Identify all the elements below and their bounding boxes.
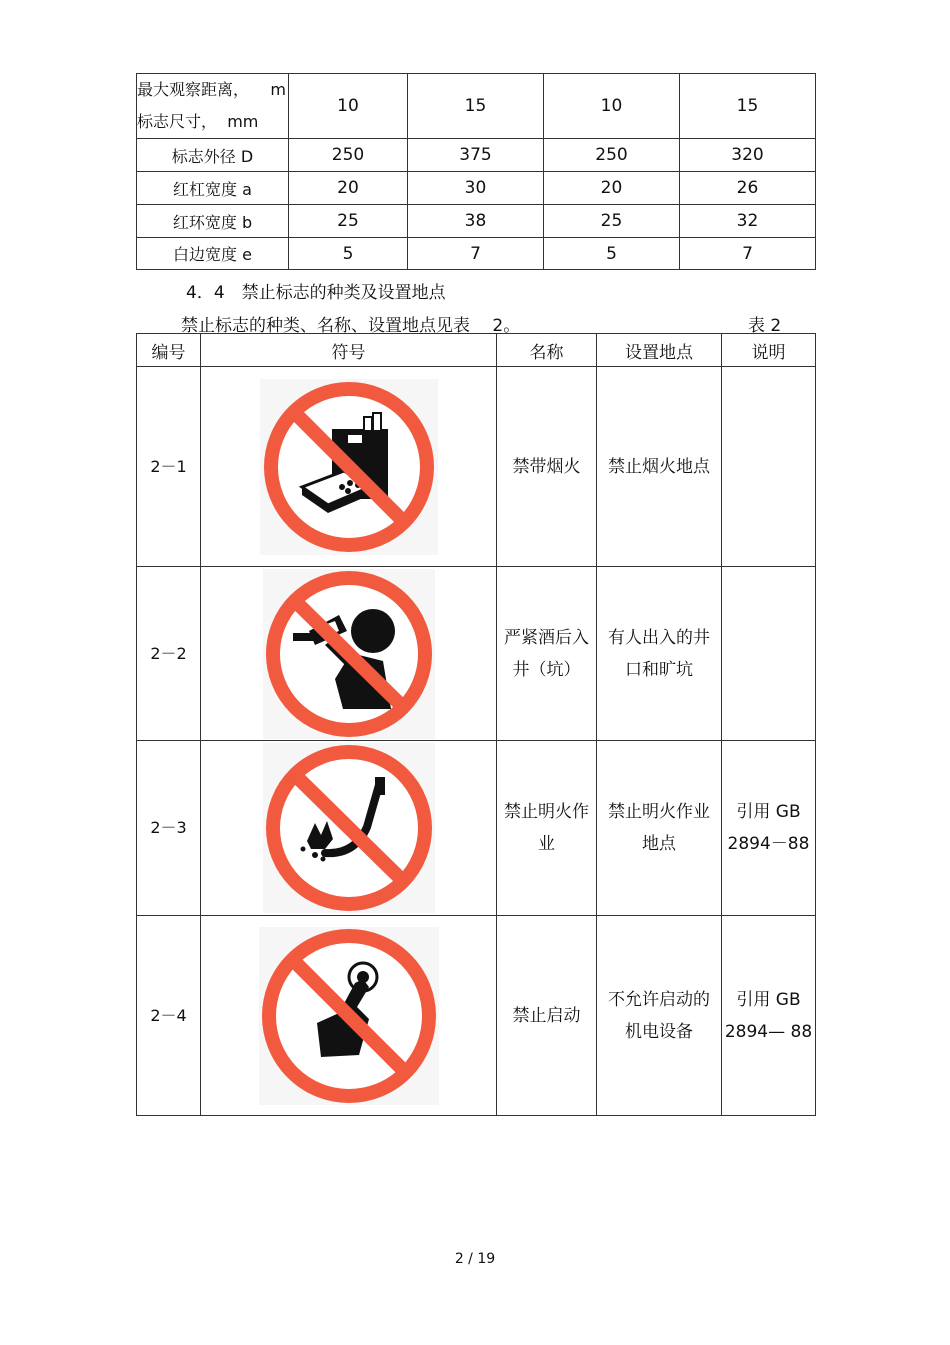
table-cell: 250 <box>289 139 408 172</box>
table-cell: 10 <box>544 74 680 139</box>
row-label: 红环宽度 b <box>137 205 289 238</box>
column-header: 设置地点 <box>597 334 722 367</box>
table-cell: 5 <box>544 238 680 270</box>
sign-dimension-table <box>136 73 816 270</box>
sign-name: 禁止明火作 业 <box>497 741 597 916</box>
table-cell: 32 <box>680 205 816 238</box>
symbol-cell <box>201 567 497 741</box>
table-cell: 20 <box>289 172 408 205</box>
sign-name: 禁止启动 <box>497 916 597 1116</box>
table-number: 表 2 <box>748 316 782 336</box>
no-drunk-entry-icon <box>263 569 435 739</box>
column-header: 符号 <box>201 334 497 367</box>
no-smoking-materials-icon <box>260 379 438 555</box>
table-cell: 26 <box>680 172 816 205</box>
sign-name: 禁带烟火 <box>497 367 597 567</box>
sign-location: 不允许启动的 机电设备 <box>597 916 722 1116</box>
table-row <box>137 139 816 172</box>
no-open-flame-icon <box>263 743 435 913</box>
sign-note <box>722 367 816 567</box>
sign-location: 有人出入的井 口和旷坑 <box>597 567 722 741</box>
table-row <box>137 172 816 205</box>
table-cell: 250 <box>544 139 680 172</box>
row-label: 标志外径 D <box>137 139 289 172</box>
table-row <box>137 74 816 139</box>
sign-id: 2－3 <box>137 741 201 916</box>
table-cell: 7 <box>680 238 816 270</box>
column-header: 名称 <box>497 334 597 367</box>
sign-name: 严紧酒后入 井（坑） <box>497 567 597 741</box>
sign-note: 引用 GB 2894－88 <box>722 741 816 916</box>
table-cell: 15 <box>408 74 544 139</box>
table-cell: 25 <box>289 205 408 238</box>
no-starting-icon <box>259 927 439 1105</box>
table-cell: 15 <box>680 74 816 139</box>
table-header-row <box>137 334 816 367</box>
section-heading: 4．4 禁止标志的种类及设置地点 <box>186 283 446 303</box>
column-header: 编号 <box>137 334 201 367</box>
page-number: 2 / 19 <box>454 1251 496 1267</box>
table-row <box>137 916 816 1116</box>
table-row <box>137 238 816 270</box>
table-cell: 38 <box>408 205 544 238</box>
sign-note: 引用 GB 2894— 88 <box>722 916 816 1116</box>
sign-note <box>722 567 816 741</box>
table-row <box>137 741 816 916</box>
table-cell: 30 <box>408 172 544 205</box>
sign-id: 2－4 <box>137 916 201 1116</box>
sign-location: 禁止烟火地点 <box>597 367 722 567</box>
symbol-cell <box>201 916 497 1116</box>
sign-location: 禁止明火作业 地点 <box>597 741 722 916</box>
column-header: 说明 <box>722 334 816 367</box>
sign-id: 2－2 <box>137 567 201 741</box>
intro-text: 禁止标志的种类、名称、设置地点见表 2。 <box>181 316 521 336</box>
symbol-cell <box>201 367 497 567</box>
table-cell: 375 <box>408 139 544 172</box>
table-cell: 10 <box>289 74 408 139</box>
table-cell: 20 <box>544 172 680 205</box>
table-cell: 5 <box>289 238 408 270</box>
table-row <box>137 367 816 567</box>
prohibition-sign-table <box>136 333 816 1116</box>
table-row <box>137 567 816 741</box>
table-cell: 320 <box>680 139 816 172</box>
row-label: 红杠宽度 a <box>137 172 289 205</box>
symbol-cell <box>201 741 497 916</box>
table-cell: 25 <box>544 205 680 238</box>
table-cell: 7 <box>408 238 544 270</box>
table-row <box>137 205 816 238</box>
dimension-header-label: 最大观察距离， m 标志尺寸， mm <box>137 74 289 139</box>
sign-id: 2－1 <box>137 367 201 567</box>
row-label: 白边宽度 e <box>137 238 289 270</box>
